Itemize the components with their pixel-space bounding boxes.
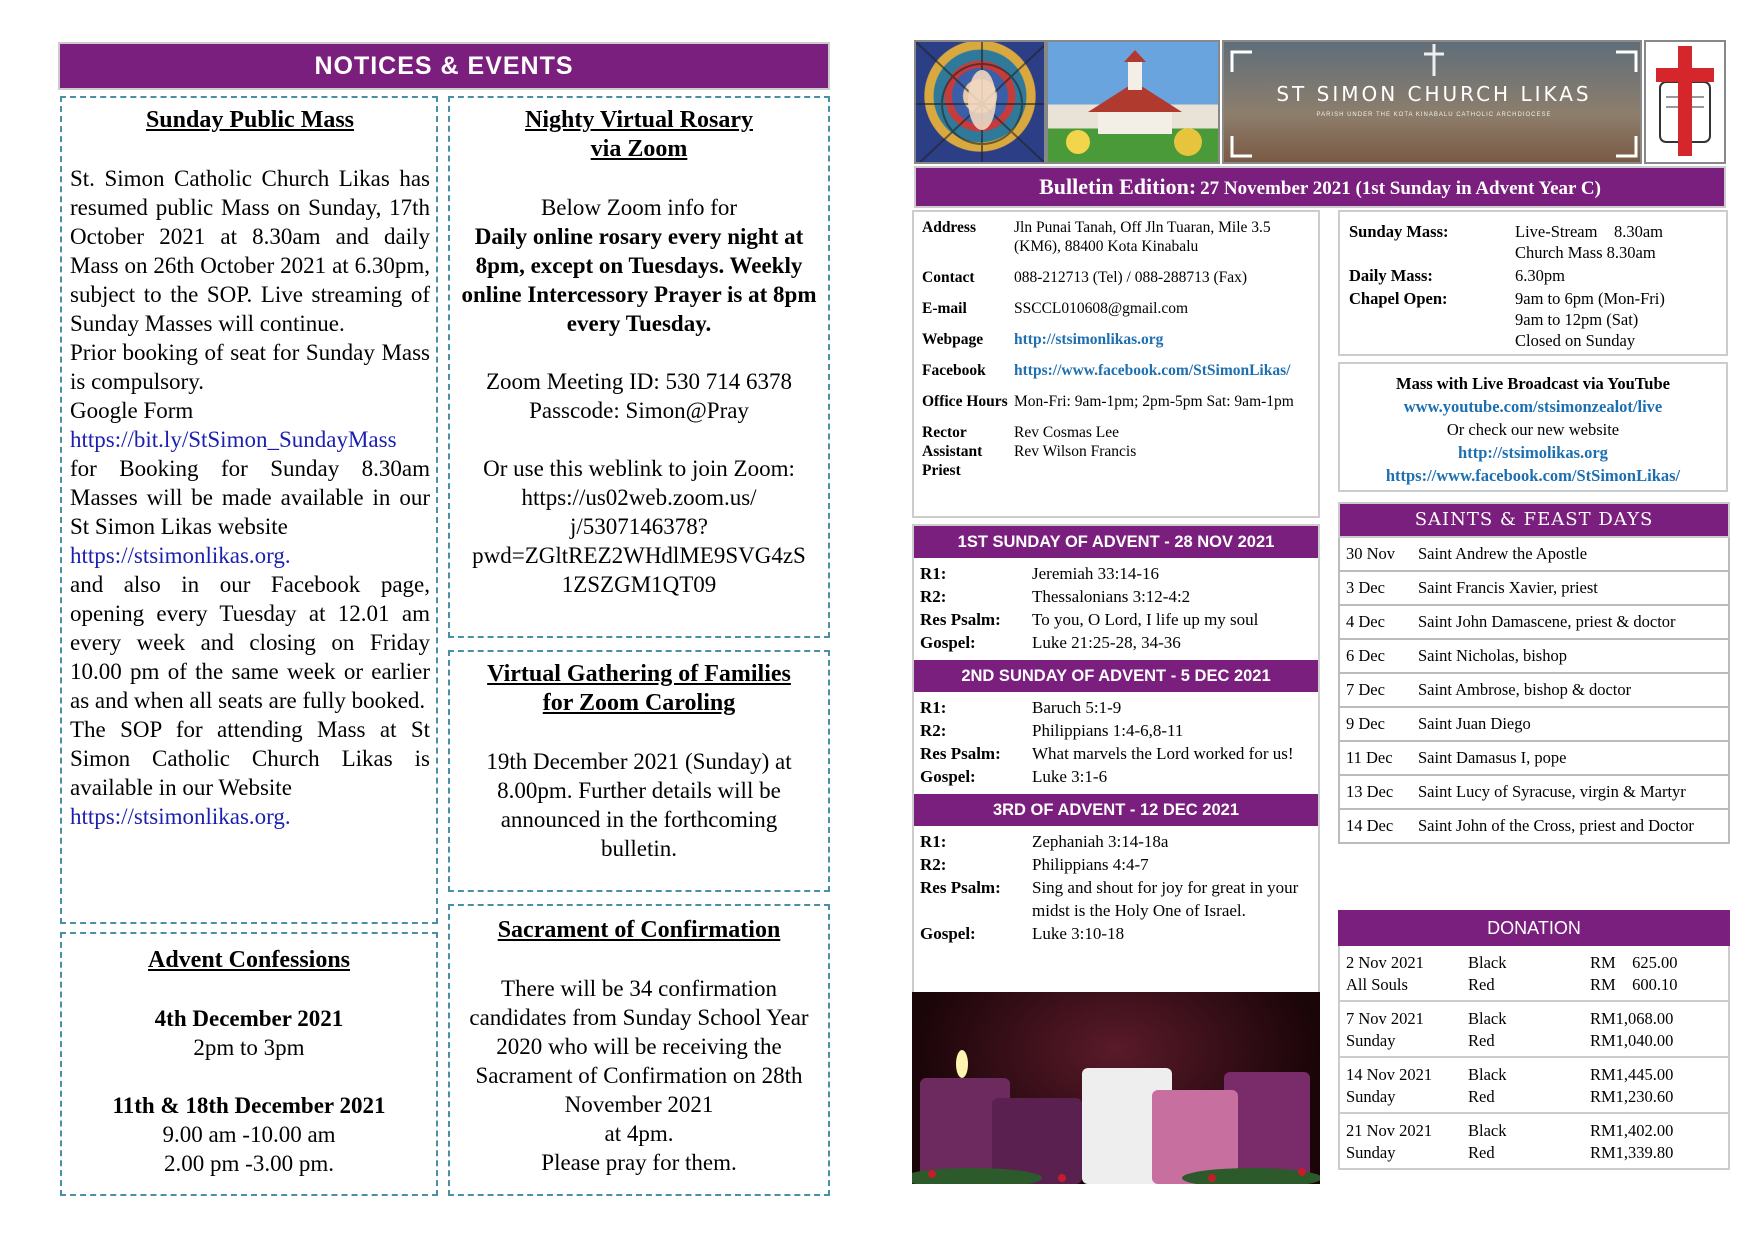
donation-date: 2 Nov 2021 [1346,953,1424,972]
donation-row [1339,946,1729,1001]
info-row [922,287,1310,318]
confession-time-1: 2pm to 3pm [193,1035,305,1060]
donation-occasion: Sunday [1346,1031,1396,1050]
r2-value: Philippians 1:4-6,8-11 [1032,721,1184,740]
psalm-value: To you, O Lord, I life up my soul [1032,610,1259,629]
church-building-image [1046,40,1220,164]
info-row [922,318,1310,349]
caroling-box [448,650,830,892]
saint-name: Saint John Damascene, priest & doctor [1412,605,1729,639]
r1-value: Jeremiah 33:14-16 [1032,564,1159,583]
edition-value: 27 November 2021 (1st Sunday in Advent Year C) [1200,178,1601,199]
donation-occasion: Sunday [1346,1143,1396,1162]
notices-header-text: NOTICES & EVENTS [314,52,574,80]
zoom-passcode: Passcode: Simon@Pray [529,398,749,423]
info-row [922,411,1310,442]
sunday-mass-title: Sunday Public Mass [145,107,355,133]
info-label: Facebook [922,362,986,379]
saint-name: Saint Lucy of Syracuse, virgin & Martyr [1412,775,1729,809]
saints-table [1338,538,1730,844]
info-row [922,442,1310,480]
confession-time-2b: 2.00 pm -3.00 pm. [164,1151,334,1176]
saint-row [1339,571,1729,605]
info-label: Webpage [922,331,984,348]
chapel-saturday: 9am to 12pm (Sat) [1515,310,1639,329]
reading-block [914,826,1318,951]
confessions-title: Advent Confessions [147,947,351,973]
gospel-value: Luke 3:1-6 [1032,767,1108,786]
cross-logo-icon [1644,40,1726,164]
confession-date-1: 4th December 2021 [154,1006,344,1031]
sunday-mass-p3: Google Form [70,398,194,423]
donation-amount-black: RM1,445.00 [1590,1065,1674,1084]
reading-block [914,558,1318,660]
donation-table [1338,946,1730,1170]
saint-date: 6 Dec [1339,639,1412,673]
donation-amount-red: RM1,339.80 [1590,1143,1674,1162]
sunday-mass-p1: St. Simon Catholic Church Likas has resumed public Mass on Sunday, 17th October 2021 at 8.30am and daily Mass on 26th October 2021 at 6.30pm, subject to the SOP. Live streaming of Sunday Masses will continue. [70,166,430,336]
sunday-mass-p5: and also in our Facebook page, opening every Tuesday at 12.01 am every week and closing on Friday 10.00 pm of the same week or earlier as and when all seats are fully booked. [70,572,430,713]
edition-bar [914,166,1726,208]
banner-church-sub: PARISH UNDER THE KOTA KINABALU CATHOLIC ARCHDIOCESE [1316,112,1552,118]
info-value: Rev Cosmas Lee [1014,424,1120,441]
r1-value: Zephaniah 3:14-18a [1032,832,1169,851]
saint-name: Saint John of the Cross, priest and Doctor [1412,809,1729,843]
saint-row [1339,673,1729,707]
donation-type-red: Red [1468,1087,1495,1106]
saint-date: 3 Dec [1339,571,1412,605]
donation-amount-red: RM1,040.00 [1590,1031,1674,1050]
donation-type-red: Red [1468,1031,1495,1050]
psalm-label: Res Psalm: [920,744,1001,763]
saint-date: 11 Dec [1339,741,1412,775]
saint-row [1339,809,1729,843]
rosary-box [448,96,830,638]
reading-header: 3RD OF ADVENT - 12 DEC 2021 [914,794,1318,826]
r2-label: R2: [920,587,947,606]
r1-label: R1: [920,832,947,851]
psalm-value: What marvels the Lord worked for us! [1032,744,1294,763]
saint-name: Saint Andrew the Apostle [1412,538,1729,571]
zoom-url-2[interactable]: j/5307146378? [570,514,708,539]
info-label: Assistant Priest [922,443,983,479]
youtube-link[interactable]: www.youtube.com/stsimonzealot/live [1403,397,1663,416]
donation-amount-red: RM 600.10 [1590,975,1678,994]
saint-date: 14 Dec [1339,809,1412,843]
psalm-label: Res Psalm: [920,610,1001,629]
info-row [922,380,1310,411]
donation-date: 21 Nov 2021 [1346,1121,1433,1140]
r1-value: Baruch 5:1-9 [1032,698,1122,717]
saint-row [1339,707,1729,741]
saint-row [1339,775,1729,809]
new-website-link[interactable]: http://stsimolikas.org [1458,443,1608,462]
info-value[interactable]: http://stsimonlikas.org [1014,331,1164,348]
zoom-meeting-id: Zoom Meeting ID: 530 714 6378 [486,369,792,394]
readings-box [912,524,1320,994]
gospel-label: Gospel: [920,767,976,786]
info-row [922,256,1310,287]
confirmation-prayer: Please pray for them. [541,1150,737,1175]
r2-label: R2: [920,855,947,874]
confirmation-time: at 4pm. [604,1121,674,1146]
broadcast-title: Mass with Live Broadcast via YouTube [1396,374,1670,393]
banner-church-name: ST SIMON CHURCH LIKAS [1276,82,1592,106]
saint-date: 9 Dec [1339,707,1412,741]
confession-date-2: 11th & 18th December 2021 [112,1093,386,1118]
gospel-label: Gospel: [920,924,976,943]
donation-header: DONATION [1338,910,1730,946]
rosary-intro: Below Zoom info for [540,195,738,220]
zoom-url-3[interactable]: pwd=ZGltREZ2WHdlME9SVG4zS [472,543,806,568]
donation-amount-black: RM1,402.00 [1590,1121,1674,1140]
info-value: Rev Wilson Francis [1014,443,1137,460]
zoom-url-4[interactable]: 1ZSZGM1QT09 [561,572,717,597]
saint-row [1339,639,1729,673]
broadcast-box [1338,362,1728,492]
donation-box [1338,910,1730,1186]
chapel-sunday: Closed on Sunday [1515,331,1636,350]
info-label: E-mail [922,300,967,317]
donation-type-black: Black [1468,953,1507,972]
donation-type-red: Red [1468,1143,1495,1162]
saint-name: Saint Damasus I, pope [1412,741,1729,775]
reading-header: 1ST SUNDAY OF ADVENT - 28 NOV 2021 [914,526,1318,558]
donation-occasion: Sunday [1346,1087,1396,1106]
zoom-url-1[interactable]: https://us02web.zoom.us/ [521,485,757,510]
rosary-title-1: Nighty Virtual Rosary [525,107,753,133]
info-row [922,218,1310,256]
info-value: 088-212713 (Tel) / 088-288713 (Fax) [1014,269,1248,286]
rosary-title-2: via Zoom [590,136,688,162]
contact-info-table [922,218,1310,480]
info-value: SSCCL010608@gmail.com [1014,300,1189,317]
zoom-weblink-label: Or use this weblink to join Zoom: [483,456,795,481]
sunday-livestream: Live-Stream 8.30am [1515,222,1664,241]
confirmation-title: Sacrament of Confirmation [497,917,781,943]
chapel-open-label: Chapel Open: [1349,289,1448,308]
booking-link[interactable]: https://bit.ly/StSimon_SundayMass [70,427,397,452]
saint-name: Saint Nicholas, bishop [1412,639,1729,673]
psalm-label: Res Psalm: [920,878,1001,897]
r2-value: Thessalonians 3:12-4:2 [1032,587,1191,606]
info-label: Office Hours [922,393,1008,410]
info-value: Jln Punai Tanah, Off Jln Tuaran, Mile 3.5 (KM6), 88400 Kota Kinabalu [1014,219,1271,255]
r1-label: R1: [920,564,947,583]
donation-row [1339,1113,1729,1169]
caroling-body: 19th December 2021 (Sunday) at 8.00pm. Further details will be announced in the forthcoming bulletin. [486,749,792,861]
donation-amount-black: RM1,068.00 [1590,1009,1674,1028]
donation-type-black: Black [1468,1121,1507,1140]
confessions-box [60,932,438,1196]
confession-time-2a: 9.00 am -10.00 am [162,1122,336,1147]
contact-info-box [912,210,1320,518]
sunday-mass-box [60,96,438,924]
info-label: Rector [922,424,967,441]
donation-type-black: Black [1468,1065,1507,1084]
donation-date: 14 Nov 2021 [1346,1065,1433,1084]
donation-type-red: Red [1468,975,1495,994]
info-value[interactable]: https://www.facebook.com/StSimonLikas/ [1014,362,1291,379]
daily-mass-label: Daily Mass: [1349,266,1433,285]
reading-block [914,692,1318,794]
edition-label: Bulletin Edition: [1039,174,1197,199]
r2-label: R2: [920,721,947,740]
gospel-value: Luke 21:25-28, 34-36 [1032,633,1181,652]
gospel-value: Luke 3:10-18 [1032,924,1125,943]
church-banner-image [1222,40,1642,164]
facebook-link[interactable]: https://www.facebook.com/StSimonLikas/ [1385,466,1681,485]
advent-candles-image [912,992,1320,1184]
saint-row [1339,538,1729,571]
sunday-mass-p6: The SOP for attending Mass at St Simon Catholic Church Likas is available in our Website [70,717,430,800]
info-label: Contact [922,269,975,286]
donation-row [1339,1001,1729,1057]
donation-amount-red: RM1,230.60 [1590,1087,1674,1106]
donation-occasion: All Souls [1346,975,1408,994]
saint-name: Saint Ambrose, bishop & doctor [1412,673,1729,707]
psalm-value: Sing and shout for joy for great in your midst is the Holy One of Israel. [1032,878,1299,920]
saint-name: Saint Francis Xavier, priest [1412,571,1729,605]
r1-label: R1: [920,698,947,717]
saint-row [1339,605,1729,639]
notices-header [58,42,830,90]
chapel-weekday: 9am to 6pm (Mon-Fri) [1515,289,1665,308]
saint-row [1339,741,1729,775]
r2-value: Philippians 4:4-7 [1032,855,1149,874]
saint-date: 30 Nov [1339,538,1412,571]
broadcast-or: Or check our new website [1446,420,1620,439]
sunday-mass-p2: Prior booking of seat for Sunday Mass is compulsory. [70,340,430,394]
saint-date: 4 Dec [1339,605,1412,639]
sunday-mass-p4: for Booking for Sunday 8.30am Masses will be made available in our St Simon Likas website [70,456,430,539]
sunday-mass-label: Sunday Mass: [1349,222,1449,241]
info-row [922,349,1310,380]
rosary-schedule: Daily online rosary every night at 8pm, except on Tuesdays. Weekly online Intercessory Prayer is at 8pm every Tuesday. [461,224,817,336]
sop-link[interactable]: https://stsimonlikas.org. [70,804,291,829]
saint-name: Saint Juan Diego [1412,707,1729,741]
donation-type-black: Black [1468,1009,1507,1028]
saints-header: SAINTS & FEAST DAYS [1338,502,1730,538]
info-value: Mon-Fri: 9am-1pm; 2pm-5pm Sat: 9am-1pm [1014,393,1294,410]
info-label: Address [922,219,976,236]
saint-date: 7 Dec [1339,673,1412,707]
daily-mass-time: 6.30pm [1515,266,1565,285]
caroling-title-2: for Zoom Caroling [542,690,736,716]
stained-glass-image [914,40,1046,164]
mass-schedule-box [1338,210,1728,356]
sunday-church-mass: Church Mass 8.30am [1515,243,1656,262]
saint-date: 13 Dec [1339,775,1412,809]
reading-header: 2ND SUNDAY OF ADVENT - 5 DEC 2021 [914,660,1318,692]
gospel-label: Gospel: [920,633,976,652]
donation-amount-black: RM 625.00 [1590,953,1678,972]
website-link[interactable]: https://stsimonlikas.org. [70,543,291,568]
confirmation-box [448,904,830,1196]
saints-box [1338,502,1730,908]
donation-row [1339,1057,1729,1113]
caroling-title-1: Virtual Gathering of Families [487,661,791,687]
donation-date: 7 Nov 2021 [1346,1009,1424,1028]
confirmation-body: There will be 34 confirmation candidates from Sunday School Year 2020 who will be receiving the Sacrament of Confirmation on 28th November 2021 [469,976,809,1117]
